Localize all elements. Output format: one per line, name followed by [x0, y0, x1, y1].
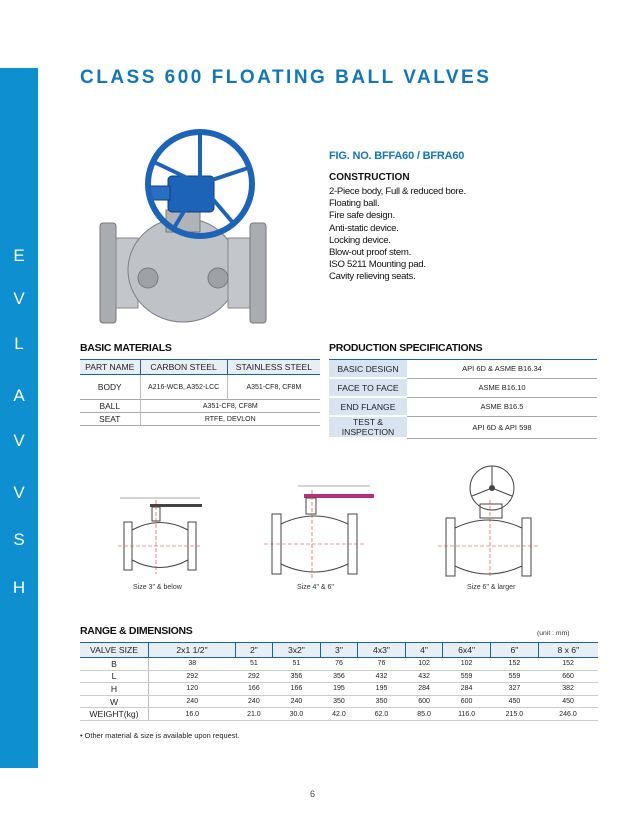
table-cell: 660 — [538, 670, 598, 683]
table-cell: 51 — [272, 658, 320, 671]
table-cell: 102 — [406, 658, 443, 671]
table-cell: 76 — [357, 658, 405, 671]
table-header: PART NAME — [80, 360, 140, 375]
table-row — [80, 375, 320, 400]
table-row — [329, 416, 597, 438]
table-cell: 292 — [149, 670, 236, 683]
table-cell: 450 — [491, 695, 538, 708]
side-banner-letter: V — [13, 431, 25, 450]
construction-item: Anti-static device. — [329, 222, 399, 234]
construction-item: Blow-out proof stem. — [329, 247, 411, 259]
spec-label: FACE TO FACE — [329, 378, 407, 397]
table-cell: 51 — [236, 658, 273, 671]
table-cell: 16.0 — [149, 708, 236, 721]
unit-note: (unit : mm) — [537, 630, 570, 637]
table-header: 2x1 1/2" — [149, 643, 236, 658]
construction-item: Cavity relieving seats. — [329, 271, 416, 283]
table-row — [80, 695, 598, 708]
material-value: A351-CF8, CF8M — [140, 400, 320, 413]
table-cell: 559 — [491, 670, 538, 683]
side-banner-letter: S — [13, 530, 25, 549]
row-label: W — [80, 695, 149, 708]
table-cell: 85.0 — [406, 708, 443, 721]
table-cell: 350 — [321, 695, 358, 708]
table-cell: 166 — [236, 683, 273, 696]
side-banner-letter: A — [13, 386, 25, 405]
table-cell: 215.0 — [491, 708, 538, 721]
range-table — [80, 642, 598, 721]
table-cell: 432 — [406, 670, 443, 683]
spec-label: BASIC DESIGN — [329, 360, 407, 379]
table-cell: 102 — [442, 658, 490, 671]
table-cell: 284 — [442, 683, 490, 696]
construction-item: Floating ball. — [329, 198, 380, 210]
basic-materials-table — [80, 359, 320, 426]
table-row — [80, 708, 598, 721]
stainless-steel-value: A351-CF8, CF8M — [227, 375, 320, 400]
side-banner-letter: V — [13, 289, 25, 308]
drawing-lever-small — [110, 460, 210, 580]
side-banner-letter: V — [13, 483, 25, 502]
table-cell: 382 — [538, 683, 598, 696]
table-cell: 152 — [491, 658, 538, 671]
table-header: STAINLESS STEEL — [227, 360, 320, 375]
table-header: 3x2" — [272, 643, 320, 658]
spec-value: API 6D & API 598 — [407, 416, 597, 438]
table-header: 6" — [491, 643, 538, 658]
construction-item: Locking device. — [329, 234, 391, 246]
spec-value: ASME B16.10 — [407, 378, 597, 397]
table-cell: 152 — [538, 658, 598, 671]
construction-item: Fire safe design. — [329, 210, 395, 222]
table-header: 3" — [321, 643, 358, 658]
table-header: CARBON STEEL — [140, 360, 227, 375]
row-label: WEIGHT(kg) — [80, 708, 149, 721]
page-title: CLASS 600 FLOATING BALL VALVES — [80, 67, 492, 88]
production-specs-heading: PRODUCTION SPECIFICATIONS — [329, 342, 483, 354]
table-cell: 21.0 — [236, 708, 273, 721]
table-header: 2" — [236, 643, 273, 658]
construction-title: CONSTRUCTION — [329, 172, 410, 183]
construction-list — [329, 186, 466, 284]
table-cell: 240 — [236, 695, 273, 708]
basic-materials-heading: BASIC MATERIALS — [80, 342, 172, 354]
table-row — [329, 360, 597, 379]
side-banner-letter: E — [13, 246, 25, 265]
material-value: RTFE, DEVLON — [140, 413, 320, 426]
drawing-caption: Size 3" & below — [133, 584, 182, 591]
table-row — [329, 397, 597, 416]
side-banner-letter: L — [14, 334, 24, 353]
table-header: 8 x 6" — [538, 643, 598, 658]
table-row — [80, 683, 598, 696]
construction-item: ISO 5211 Mounting pad. — [329, 259, 426, 271]
table-cell: 116.0 — [442, 708, 490, 721]
spec-label: END FLANGE — [329, 397, 407, 416]
table-header: VALVE SIZE — [80, 643, 149, 658]
table-cell: 600 — [442, 695, 490, 708]
range-heading: RANGE & DIMENSIONS — [80, 625, 193, 637]
spec-label: TEST & INSPECTION — [329, 416, 407, 438]
table-cell: 38 — [149, 658, 236, 671]
part-name: BALL — [80, 400, 140, 413]
spec-value: API 6D & ASME B16.34 — [407, 360, 597, 379]
carbon-steel-value: A216-WCB, A352-LCC — [140, 375, 227, 400]
table-cell: 450 — [538, 695, 598, 708]
row-label: L — [80, 670, 149, 683]
valve-photo — [88, 128, 313, 338]
table-cell: 350 — [357, 695, 405, 708]
table-cell: 240 — [272, 695, 320, 708]
table-cell: 42.0 — [321, 708, 358, 721]
table-cell: 559 — [442, 670, 490, 683]
drawing-lever-medium — [258, 460, 376, 580]
row-label: H — [80, 683, 149, 696]
page-number: 6 — [310, 789, 316, 799]
table-cell: 327 — [491, 683, 538, 696]
table-row — [80, 400, 320, 413]
side-banner — [0, 68, 38, 768]
part-name: BODY — [80, 375, 140, 400]
table-row — [80, 658, 598, 671]
part-name: SEAT — [80, 413, 140, 426]
table-header: 6x4" — [442, 643, 490, 658]
table-cell: 246.0 — [538, 708, 598, 721]
production-specs-table — [329, 359, 597, 439]
table-row — [329, 378, 597, 397]
table-cell: 195 — [357, 683, 405, 696]
table-cell: 30.0 — [272, 708, 320, 721]
table-cell: 195 — [321, 683, 358, 696]
table-cell: 240 — [149, 695, 236, 708]
table-cell: 120 — [149, 683, 236, 696]
figure-number: FIG. NO. BFFA60 / BFRA60 — [329, 150, 465, 162]
table-cell: 284 — [406, 683, 443, 696]
table-cell: 356 — [321, 670, 358, 683]
table-cell: 62.0 — [357, 708, 405, 721]
table-cell: 76 — [321, 658, 358, 671]
table-cell: 166 — [272, 683, 320, 696]
row-label: B — [80, 658, 149, 671]
drawing-caption: Size 6" & larger — [467, 584, 516, 591]
drawing-caption: Size 4" & 6" — [297, 584, 334, 591]
construction-item: 2-Piece body, Full & reduced bore. — [329, 186, 466, 197]
table-row — [80, 413, 320, 426]
table-header: 4x3" — [357, 643, 405, 658]
drawing-gear-large — [430, 460, 545, 580]
table-cell: 432 — [357, 670, 405, 683]
footnote: • Other material & size is available upon request. — [80, 731, 240, 740]
table-cell: 292 — [236, 670, 273, 683]
table-row — [80, 670, 598, 683]
table-cell: 356 — [272, 670, 320, 683]
side-banner-letter: H — [12, 578, 26, 597]
table-header: 4" — [406, 643, 443, 658]
table-cell: 600 — [406, 695, 443, 708]
spec-value: ASME B16.5 — [407, 397, 597, 416]
